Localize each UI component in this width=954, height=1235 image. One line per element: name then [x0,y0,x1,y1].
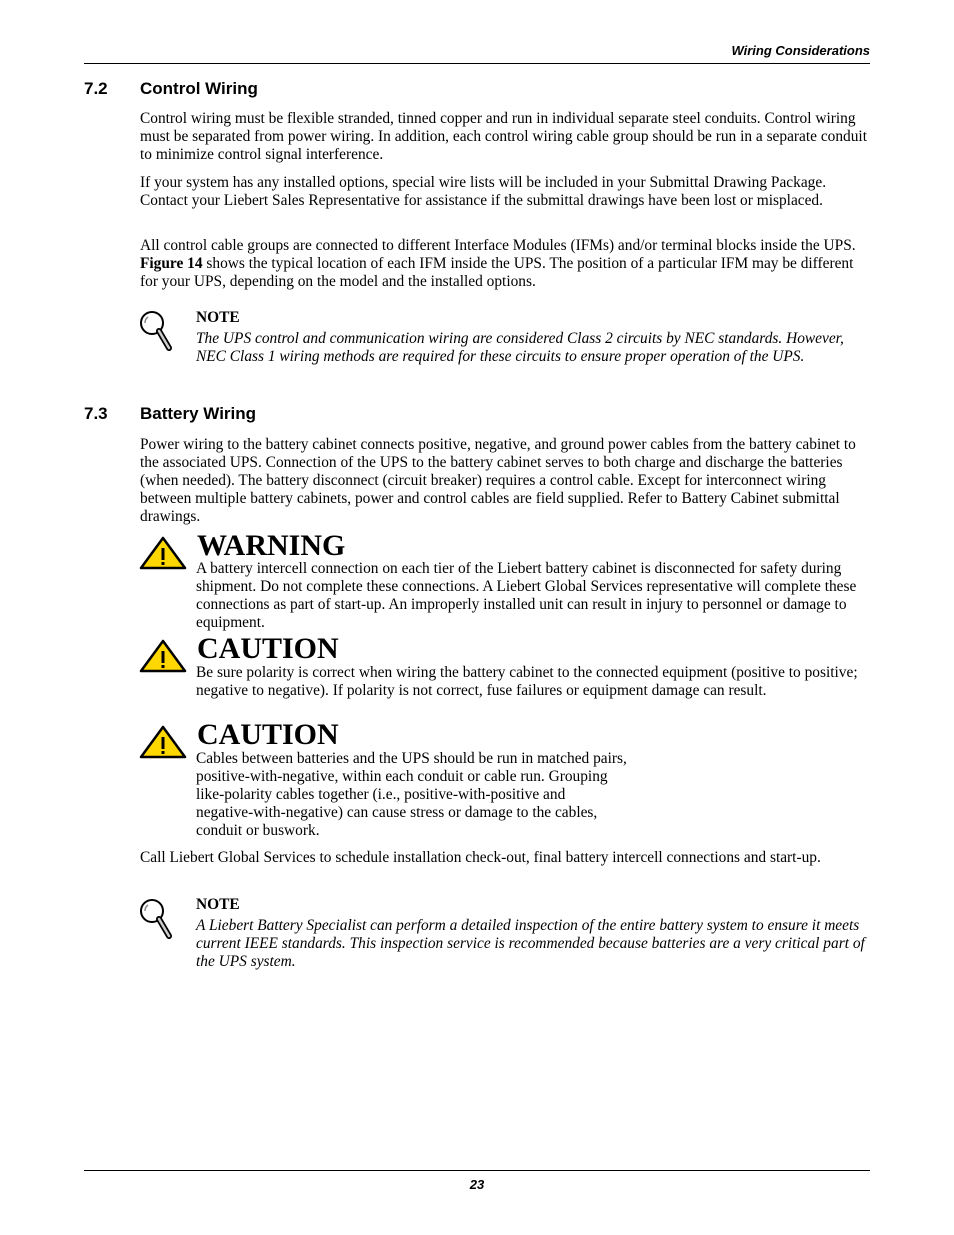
warning-label: WARNING [197,529,346,562]
battery-paragraph-1: Power wiring to the battery cabinet connects positive, negative, and ground power cables from the battery cabinet to the associated UPS. Connection of the UPS to the battery cabinet serves to both charge and discharge the batteries (when needed). The battery disconnect (circuit breaker) requires a control cable. Except for interconnect wiring between multiple battery cabinets, power and control cables are field supplied. Refer to Battery Cabinet submittal drawings. [140,436,856,525]
caution-triangle-icon [139,725,187,759]
control-paragraph-3 [140,237,870,291]
caution-label: CAUTION [197,632,339,665]
paragraph-text: shows the typical location of each IFM inside the UPS. The position of a particular IFM may be different for your UPS, depending on the model and the installed options. [140,255,854,290]
section-number: 7.3 [84,404,108,423]
header-rule [84,63,870,64]
magnifier-icon [138,898,174,940]
note-text: The UPS control and communication wiring are considered Class 2 circuits by NEC standards. However, NEC Class 1 wiring methods are required for these circuits to ensure proper operation of the UPS. [196,330,844,365]
note-label: NOTE [196,896,240,913]
magnifier-icon [138,310,174,352]
control-paragraph-1: Control wiring must be flexible stranded, tinned copper and run in individual separate steel conduits. Control wiring must be separated from power wiring. In addition, each control wiring cable group should be run in a separate conduit to minimize control signal interference. [140,110,867,163]
running-header: Wiring Considerations [731,43,870,58]
caution-text: Cables between batteries and the UPS should be run in matched pairs, positive-with-negative, within each conduit or cable run. Grouping like-polarity cables together (i.e., positive-with-positive and negative-with-negative) can cause stress or damage to the cables, conduit or buswork. [196,750,627,839]
section-title: Battery Wiring [140,404,257,423]
caution-label: CAUTION [197,718,339,751]
note-label: NOTE [196,309,240,326]
warning-triangle-icon [139,536,187,570]
control-paragraph-2: If your system has any installed options, special wire lists will be included in your Submittal Drawing Package. Contact your Liebert Sales Representative for assistance if the submittal drawings have been lost or misplaced. [140,174,827,209]
footer-rule [84,1170,870,1171]
section-title: Control Wiring [140,79,258,98]
caution-triangle-icon [139,639,187,673]
section-heading-battery-wiring [84,404,256,424]
section-heading-control-wiring [84,79,258,99]
battery-paragraph-2: Call Liebert Global Services to schedule installation check-out, final battery intercell connections and start-up. [140,849,821,866]
figure-reference: Figure 14 [140,255,203,272]
page-number: 23 [469,1177,485,1192]
note-text: A Liebert Battery Specialist can perform a detailed inspection of the entire battery system to ensure it meets current IEEE standards. This inspection service is recommended because batteries are a very critical part of the UPS system. [196,917,865,970]
warning-text: A battery intercell connection on each tier of the Liebert battery cabinet is disconnected for safety during shipment. Do not complete these connections. A Liebert Global Services representative will complete these connections as part of start-up. An improperly installed unit can result in injury to personnel or damage to equipment. [196,560,857,631]
paragraph-text: All control cable groups are connected to different Interface Modules (IFMs) and/or terminal blocks inside the UPS. [140,237,856,254]
caution-text: Be sure polarity is correct when wiring the battery cabinet to the connected equipment (positive to positive; negative to negative). If polarity is not correct, fuse failures or equipment damage can result. [196,664,858,699]
section-number: 7.2 [84,79,108,98]
